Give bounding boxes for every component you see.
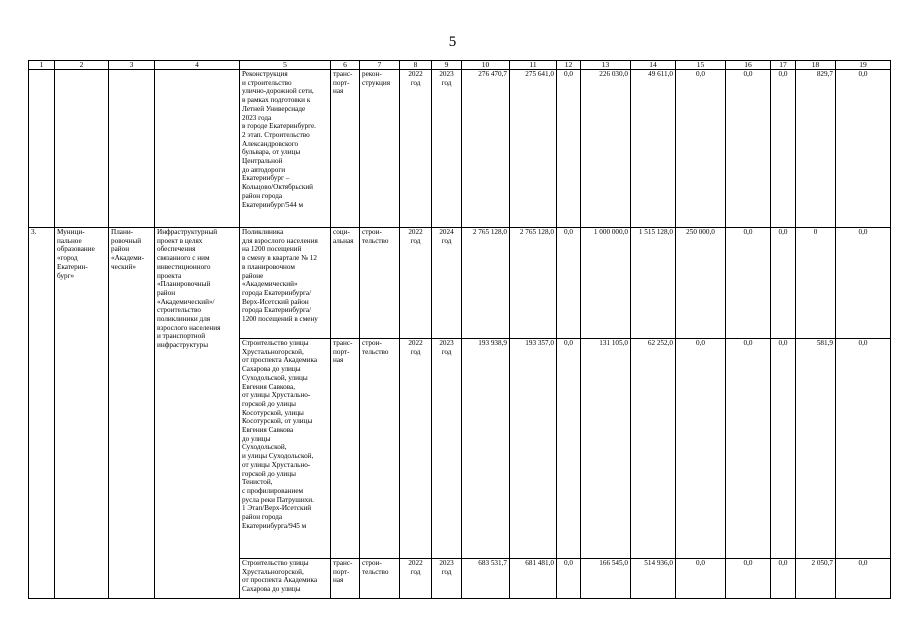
value-cell: 2 050,7 xyxy=(796,559,836,599)
table-row xyxy=(29,228,891,339)
kind-cell: строи- тельство xyxy=(360,559,400,599)
sphere-cell: транс- порт- ная xyxy=(331,70,360,228)
header-cell: 15 xyxy=(676,61,726,70)
header-cell: 17 xyxy=(771,61,796,70)
end-year-cell: 2023 год xyxy=(432,339,462,559)
value-cell: 0,0 xyxy=(676,70,726,228)
value-cell: 0,0 xyxy=(557,339,581,559)
end-year-cell: 2023 год xyxy=(432,559,462,599)
header-cell: 13 xyxy=(581,61,631,70)
value-cell: 275 641,0 xyxy=(510,70,557,228)
value-cell: 250 000,0 xyxy=(676,228,726,339)
value-cell: 0 xyxy=(796,228,836,339)
value-cell: 0,0 xyxy=(557,228,581,339)
header-cell: 1 xyxy=(29,61,55,70)
header-cell: 16 xyxy=(726,61,771,70)
value-cell: 62 252,0 xyxy=(631,339,676,559)
value-cell: 276 470,7 xyxy=(462,70,510,228)
district-cell xyxy=(109,70,155,228)
value-cell: 0,0 xyxy=(726,559,771,599)
value-cell: 0,0 xyxy=(836,559,891,599)
kind-cell: строи- тельство xyxy=(360,228,400,339)
header-cell: 7 xyxy=(360,61,400,70)
value-cell: 829,7 xyxy=(796,70,836,228)
project-cell: Поликлиника для взрослого населения на 1200 посещений в смену в квартале № 12 в планировочном районе «Академический» города Екатеринбурга/ Верх-Исетский район города Екатеринбурга/ 1200 посещений в смену xyxy=(240,228,331,339)
header-cell: 2 xyxy=(55,61,109,70)
header-cell: 5 xyxy=(240,61,331,70)
municipality-cell xyxy=(55,70,109,228)
value-cell: 0,0 xyxy=(771,228,796,339)
value-cell: 0,0 xyxy=(836,228,891,339)
value-cell: 0,0 xyxy=(836,339,891,559)
value-cell: 681 481,0 xyxy=(510,559,557,599)
header-row xyxy=(29,61,891,70)
sphere-cell: соци- альная xyxy=(331,228,360,339)
project-cell: Строительство улицы Хрустальногорской, от проспекта Академика Сахарова до улицы Суходольской, улицы Евгения Савкова, от улицы Хрустально- горской до улицы Косотурской, улицы Косотурской, от улицы Евгения Савкова до улицы Суходольской, и улицы Суходольской, от улицы Хрустально- горской до улицы Тенистой, с профилированием русла реки Патрушихи. 1 Этап/Верх-Исетский район города Екатеринбурга/945 м xyxy=(240,339,331,559)
header-cell: 19 xyxy=(836,61,891,70)
header-cell: 14 xyxy=(631,61,676,70)
value-cell: 2 765 128,0 xyxy=(510,228,557,339)
header-cell: 10 xyxy=(462,61,510,70)
value-cell: 0,0 xyxy=(836,70,891,228)
end-year-cell: 2024 год xyxy=(432,228,462,339)
value-cell: 0,0 xyxy=(771,559,796,599)
value-cell: 193 938,9 xyxy=(462,339,510,559)
end-year-cell: 2023 год xyxy=(432,70,462,228)
value-cell: 514 936,0 xyxy=(631,559,676,599)
value-cell: 683 531,7 xyxy=(462,559,510,599)
sphere-cell: транс- порт- ная xyxy=(331,339,360,559)
header-cell: 4 xyxy=(155,61,240,70)
value-cell: 2 765 128,0 xyxy=(462,228,510,339)
value-cell: 0,0 xyxy=(676,339,726,559)
num-cell xyxy=(29,70,55,228)
value-cell: 0,0 xyxy=(726,339,771,559)
value-cell: 0,0 xyxy=(557,70,581,228)
start-year-cell: 2022 год xyxy=(400,339,432,559)
start-year-cell: 2022 год xyxy=(400,559,432,599)
value-cell: 226 030,0 xyxy=(581,70,631,228)
projects-table xyxy=(28,60,891,599)
table-row xyxy=(29,70,891,228)
start-year-cell: 2022 год xyxy=(400,70,432,228)
header-cell: 8 xyxy=(400,61,432,70)
value-cell: 0,0 xyxy=(676,559,726,599)
purpose-cell: Инфраструктурный проект в целях обеспечения связанного с ним инвестиционного проекта «Планировочный район «Академический»/ строительство поликлиники для взрослого населения и транспортной инфраструктуры xyxy=(155,228,240,599)
header-cell: 12 xyxy=(557,61,581,70)
value-cell: 131 105,0 xyxy=(581,339,631,559)
value-cell: 0,0 xyxy=(726,70,771,228)
district-cell: Плани- ровочный район «Академи- ческий» xyxy=(109,228,155,599)
header-cell: 3 xyxy=(109,61,155,70)
value-cell: 0,0 xyxy=(771,339,796,559)
project-cell: Строительство улицы Хрустальногорской, от проспекта Академика Сахарова до улицы xyxy=(240,559,331,599)
value-cell: 0,0 xyxy=(557,559,581,599)
project-cell: Реконструкция и строительство улично-дорожной сети, в рамках подготовки к Летней Универсиаде 2023 года в городе Екатеринбурге. 2 этап. Строительство Александровского бульвара, от улицы Центральной до автодороги Екатеринбург – Кольцово/Октябрьский район города Екатеринбург/544 м xyxy=(240,70,331,228)
value-cell: 1 000 000,0 xyxy=(581,228,631,339)
kind-cell: рекон- струкция xyxy=(360,70,400,228)
municipality-cell: Муници- пальное образование «город Екатерин- бург» xyxy=(55,228,109,599)
page-number: 5 xyxy=(448,34,457,50)
value-cell: 193 357,0 xyxy=(510,339,557,559)
value-cell: 49 611,0 xyxy=(631,70,676,228)
start-year-cell: 2022 год xyxy=(400,228,432,339)
purpose-cell xyxy=(155,70,240,228)
value-cell: 581,9 xyxy=(796,339,836,559)
header-cell: 9 xyxy=(432,61,462,70)
value-cell: 166 545,0 xyxy=(581,559,631,599)
kind-cell: строи- тельство xyxy=(360,339,400,559)
value-cell: 0,0 xyxy=(726,228,771,339)
num-cell: 3. xyxy=(29,228,55,599)
value-cell: 0,0 xyxy=(771,70,796,228)
header-cell: 11 xyxy=(510,61,557,70)
header-cell: 18 xyxy=(796,61,836,70)
value-cell: 1 515 128,0 xyxy=(631,228,676,339)
header-cell: 6 xyxy=(331,61,360,70)
sphere-cell: транс- порт- ная xyxy=(331,559,360,599)
